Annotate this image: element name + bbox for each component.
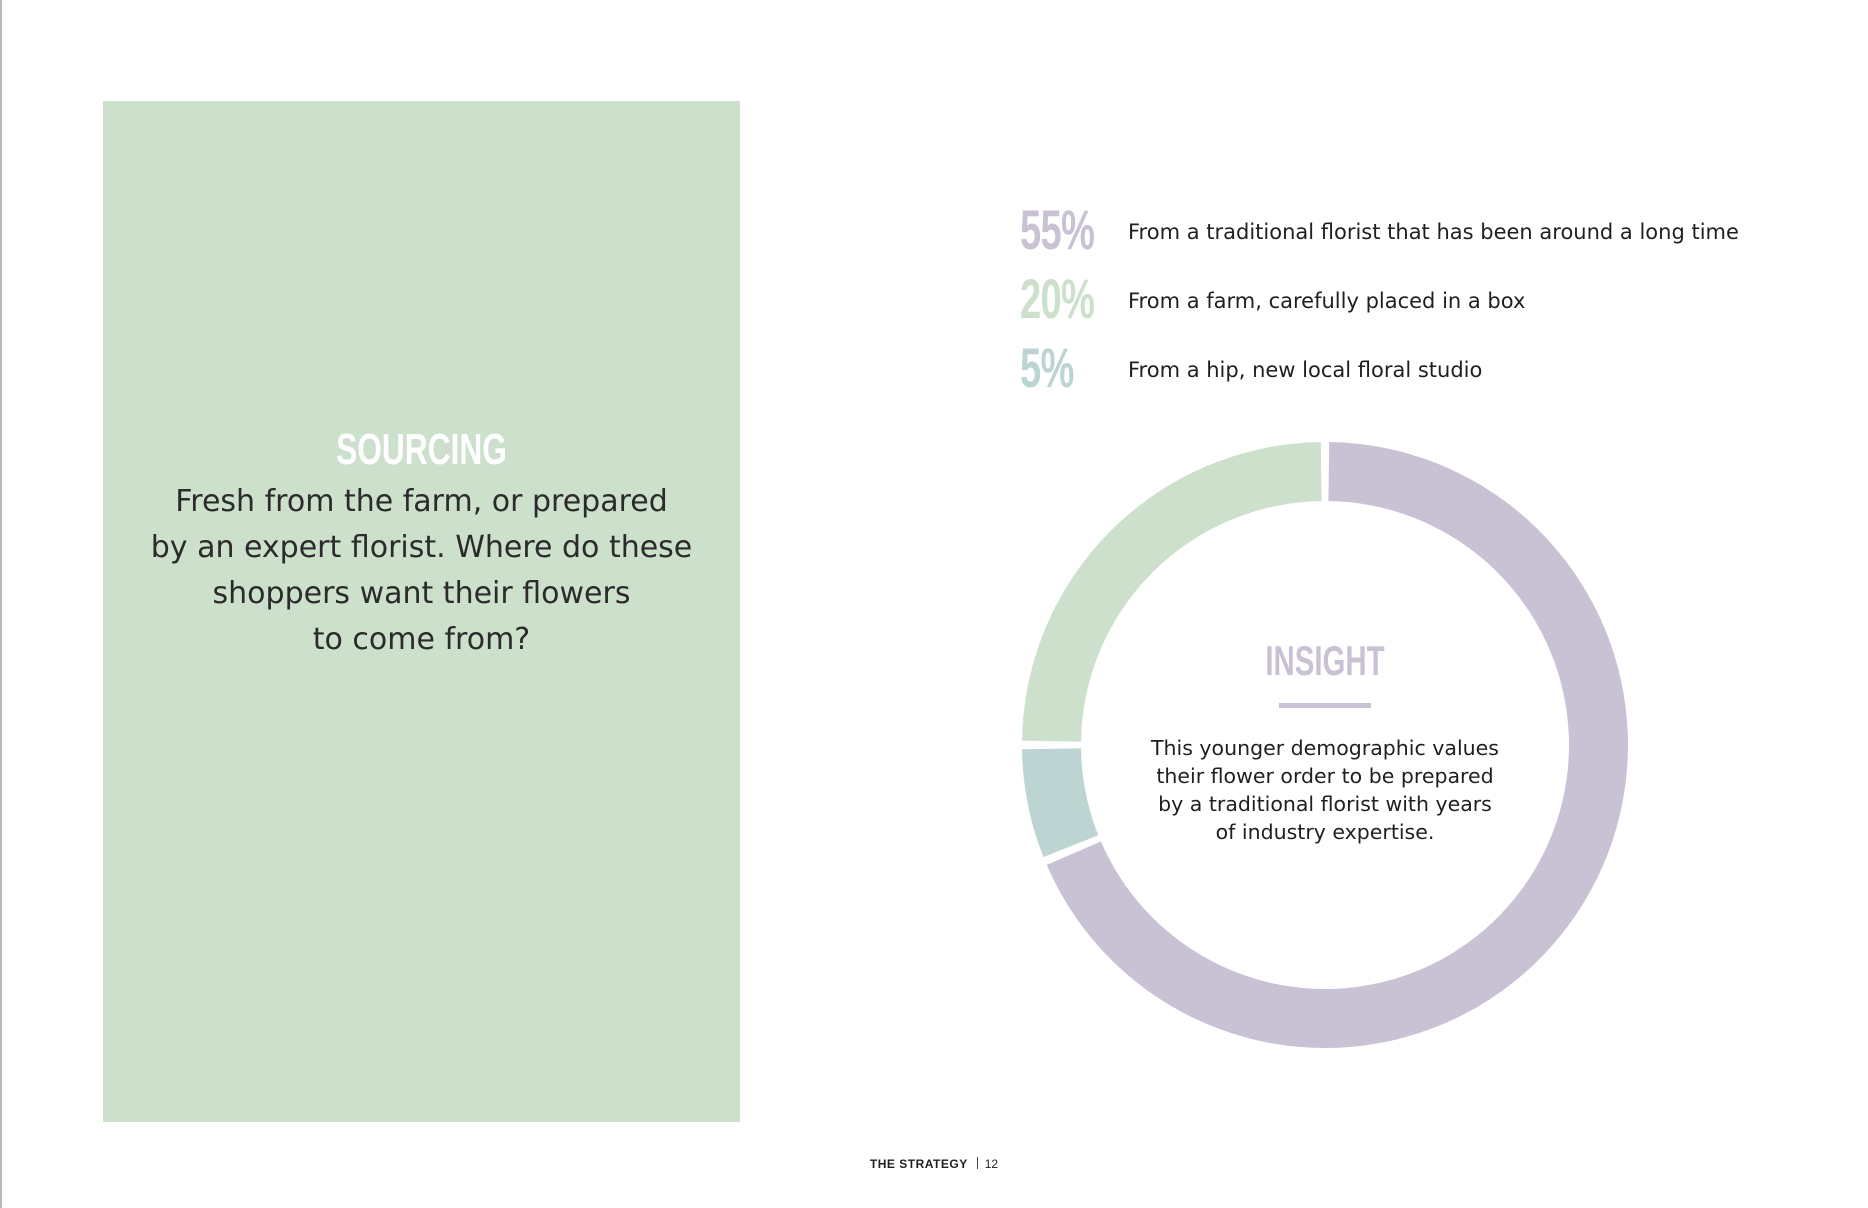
insight-block bbox=[1120, 636, 1530, 846]
sourcing-body-line: Fresh from the farm, or prepared bbox=[175, 484, 668, 519]
insight-text bbox=[1120, 734, 1530, 846]
page-number: 12 bbox=[984, 1157, 999, 1171]
insight-line: by a traditional florist with years bbox=[1158, 792, 1492, 816]
sourcing-body-line: shoppers want their flowers bbox=[212, 576, 631, 611]
sourcing-panel bbox=[103, 101, 740, 1122]
sourcing-body-line: by an expert florist. Where do these bbox=[150, 530, 693, 565]
sourcing-body-line: to come from? bbox=[312, 622, 531, 657]
page-edge bbox=[0, 0, 2, 1208]
insight-divider bbox=[1279, 703, 1371, 708]
insight-line: of industry expertise. bbox=[1215, 820, 1435, 844]
footer-separator bbox=[977, 1157, 978, 1169]
insight-line: This younger demographic values bbox=[1151, 736, 1499, 760]
sourcing-content bbox=[103, 423, 740, 663]
donut-slice-5-percent bbox=[1022, 748, 1098, 857]
legend-percent: 55% bbox=[1020, 198, 1095, 261]
legend-percent: 5% bbox=[1020, 336, 1074, 399]
legend-label: From a hip, new local floral studio bbox=[1128, 358, 1483, 382]
legend-percent: 20% bbox=[1020, 267, 1095, 330]
insight-title: INSIGHT bbox=[1265, 637, 1385, 684]
page-footer bbox=[0, 1157, 1868, 1171]
sourcing-heading: SOURCING bbox=[336, 425, 507, 474]
legend-label: From a farm, carefully placed in a box bbox=[1128, 289, 1526, 313]
legend-label: From a traditional florist that has been around a long time bbox=[1128, 220, 1739, 244]
insight-line: their flower order to be prepared bbox=[1156, 764, 1494, 788]
sourcing-body bbox=[103, 479, 740, 663]
footer-section: THE STRATEGY bbox=[869, 1157, 968, 1171]
